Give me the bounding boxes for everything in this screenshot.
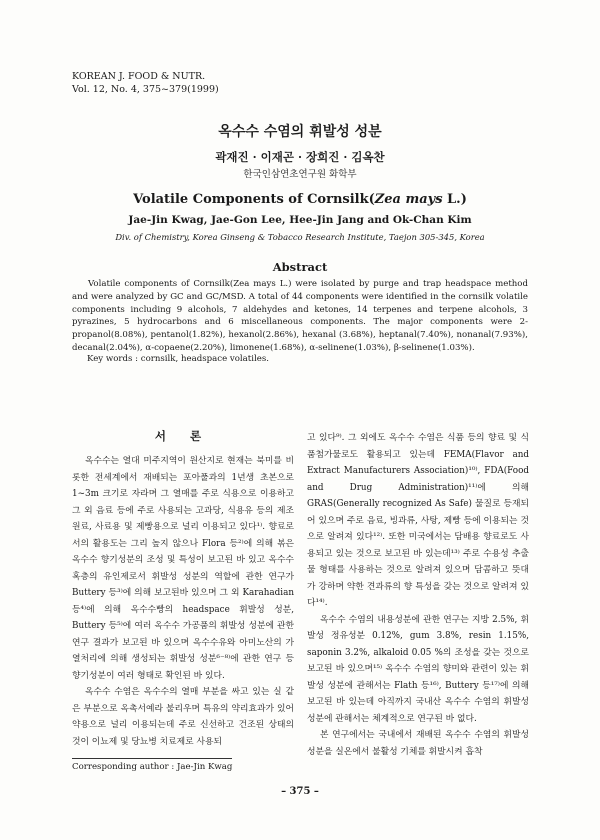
footnote: Corresponding author : Jae-Jin Kwag: [72, 762, 233, 772]
korean-authors: 곽재진 · 이재곤 · 장희진 · 김옥찬: [215, 150, 385, 164]
abstract-text: Volatile components of Cornsilk(Zea mays L.) were isolated by purge and trap headspace method and were analyzed by GC and GC/MSD. A total of 44 components were identified in the cornsilk volatile components including 9 alcohols, 7 aldehydes and ketones, 14 terpenes and terpene alcohols, 3 pyrazines, 5 hydrocarbons and 6 miscellaneous components. The major components were 2-propanol(8.08%), pentanol(1.82%), hexanol(2.86%), hexanal (3.68%), heptanal(7.40%), nonanal(7.93%), decanal(2.04%), α-copaene(2.20%), limonene(1.68%), α-selinene(1.03%), β-selinene(1.03%).: [72, 279, 528, 353]
paragraph: 본 연구에서는 국내에서 재배된 옥수수 수염의 휘발성 성분을 실온에서 불활성 기체를 휘발시켜 흡착: [307, 730, 529, 757]
abstract-heading: Abstract: [272, 260, 328, 274]
english-title-prefix: Volatile Components of Cornsilk(: [133, 192, 375, 207]
paragraph: 옥수수는 열대 미주지역이 원산지로 현재는 북미를 비롯한 전세계에서 재배되는 포아풀과의 1년생 초본으로 1~3m 크기로 자라며 그 열매를 주로 식용으로 이용하고 그 외 음료 등에 주로 사용되는 고과당, 식용유 등의 제조 원료, 사료용 및 제빵용으로 널리 이용되고 있다¹⁾. 향료로서의 활용도는 그리 높지 않으나 Flora 등²⁾에 의해 볶은 옥수수 향기성분의 조성 및 특성이 보고된 바 있고 옥수수 혹층의 유인제로서 휘발성 성분의 역할에 관한 연구가 Buttery 등³⁾에 의해 보고된바 있으며 그 외 Karahadian 등⁴⁾에 의해 옥수수빵의 headspace 휘발성 성분, Buttery 등⁵⁾에 여러 옥수수 가공품의 휘발성 성분에 관한 연구 결과가 보고된 바 있으며 옥수수유와 아미노산의 가열처리에 의해 생성되는 휘발성 성분⁶⁻⁸⁾에 관한 연구 등 향기성분이 여러 형태로 확인된 바 있다.: [72, 456, 294, 681]
paragraph: 옥수수 수염의 내용성분에 관한 연구는 지방 2.5%, 휘발성 정유성분 0.12%, gum 3.8%, resin 1.15%, saponin 3.2%, alkaloid 0.05 %의 조성을 갖는 것으로 보고된 바 있으며¹⁵⁾ 옥수수 수염의 향미와 관련이 있는 휘발성 성분에 관해서는 Flath 등¹⁶⁾, Buttery 등¹⁷⁾에 의해 보고된 바 있는데 아직까지 국내산 옥수수 수염의 휘발성 성분에 관해서는 체계적으로 연구된 바 없다.: [307, 614, 529, 724]
keywords: Key words : cornsilk, headspace volatiles.: [87, 354, 269, 364]
korean-title: 옥수수 수염의 휘발성 성분: [218, 124, 382, 140]
right-column: [307, 430, 529, 760]
english-authors: Jae-Jin Kwag, Jae-Gon Lee, Hee-Jin Jang and Ok-Chan Kim: [128, 214, 472, 226]
journal-name: KOREAN J. FOOD & NUTR.: [72, 71, 206, 82]
journal-volume: Vol. 12, No. 4, 375~379(1999): [72, 84, 219, 95]
paragraph: 고 있다⁹⁾. 그 외에도 옥수수 수염은 식품 등의 향료 및 식품첨가물로도 활용되고 있는데 FEMA(Flavor and Extract Manufacturers Association)¹⁰⁾, FDA(Food and Drug Administration)¹¹⁾에 의해 GRAS(Generally recognized As Safe) 물질로 등재되어 있으며 주로 음료, 빙과류, 사탕, 제빵 등에 이용되는 것으로 알려져 있다¹²⁾. 또한 미국에서는 담배용 향료로도 사용되고 있는 것으로 보고된 바 있는데¹³⁾ 주로 수용성 추출물 형태를 사용하는 것으로 알려져 있으며 담콤하고 뜻대가 강하며 약한 견과류의 향 특성을 갖는 것으로 알려져 있다¹⁴⁾.: [307, 433, 529, 608]
english-affiliation: Div. of Chemistry, Korea Ginseng & Tobacco Research Institute, Taejon 305-345, Korea: [115, 232, 485, 242]
english-title-species: Zea mays: [374, 192, 443, 207]
footnote-divider: [72, 758, 232, 759]
abstract-body: [72, 278, 528, 355]
english-title-suffix: L.): [442, 192, 467, 207]
english-title: [0, 192, 600, 207]
left-column: [72, 453, 294, 750]
korean-affiliation: 한국인삼연초연구원 화학부: [243, 169, 357, 180]
paragraph: 옥수수 수염은 옥수수의 열매 부분을 싸고 있는 실 같은 부분으로 옥촉서예라 불리우며 특유의 약리효과가 있어 약용으로 널리 이용되는데 주로 신선하고 건조된 상태의 것이 이뇨제 및 당뇨병 치료제로 사용되: [72, 687, 294, 747]
journal-citation: [72, 70, 219, 96]
page-number: – 375 –: [281, 786, 319, 797]
section-heading-introduction: 서 론: [154, 429, 212, 443]
